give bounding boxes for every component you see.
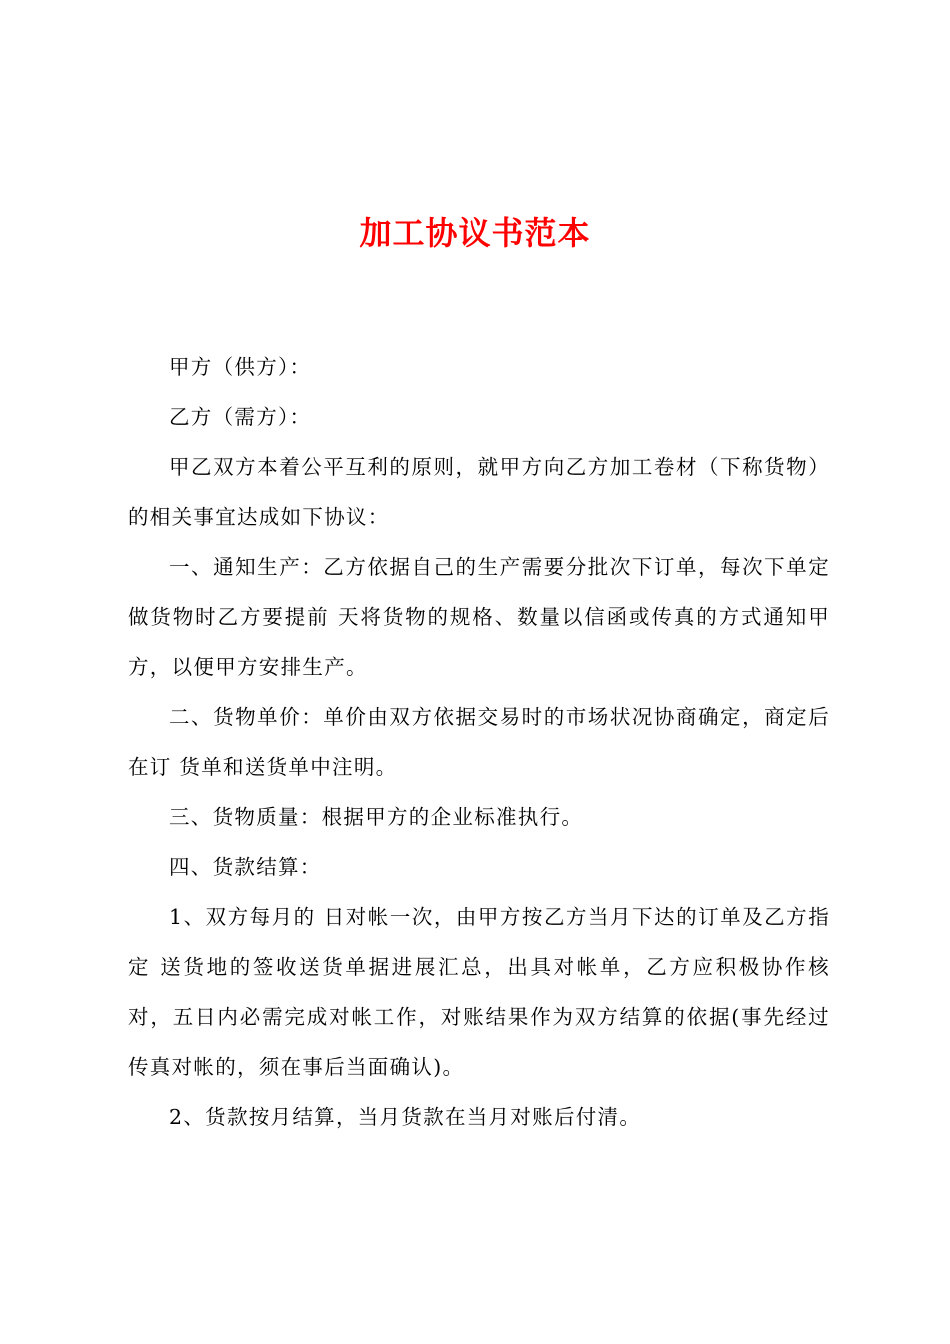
settlement-item-2: 2、货款按月结算，当月货款在当月对账后付清。: [169, 1105, 642, 1129]
clause-production-notice: 一、通知生产：乙方依据自己的生产需要分批次下订单，每次下单定做货物时乙方要提前 天将货物的规格、数量以信函或传真的方式通知甲方，以便甲方安排生产。: [128, 555, 830, 679]
settlement-item-1: 1、双方每月的 日对帐一次，由甲方按乙方当月下达的订单及乙方指定 送货地的签收送货单据进展汇总，出具对帐单，乙方应积极协作核对，五日内必需完成对帐工作，对账结果作为双方结算的依据(事先经过传真对帐的，须在事后当面确认)。: [128, 905, 830, 1079]
party-a-line: 甲方（供方）：: [169, 355, 312, 379]
document-title: 加工协议书范本: [359, 214, 591, 252]
intro-paragraph: 甲乙双方本着公平互利的原则，就甲方向乙方加工卷材（下称货物）的相关事宜达成如下协议：: [128, 455, 830, 529]
clause-settlement-heading: 四、货款结算：: [169, 855, 322, 879]
clause-quality: 三、货物质量：根据甲方的企业标准执行。: [169, 805, 584, 829]
clause-unit-price: 二、货物单价：单价由双方依据交易时的市场状况协商确定，商定后在订 货单和送货单中注明。: [128, 705, 830, 779]
party-b-line: 乙方（需方）：: [169, 405, 312, 429]
document-body: [128, 342, 830, 1142]
